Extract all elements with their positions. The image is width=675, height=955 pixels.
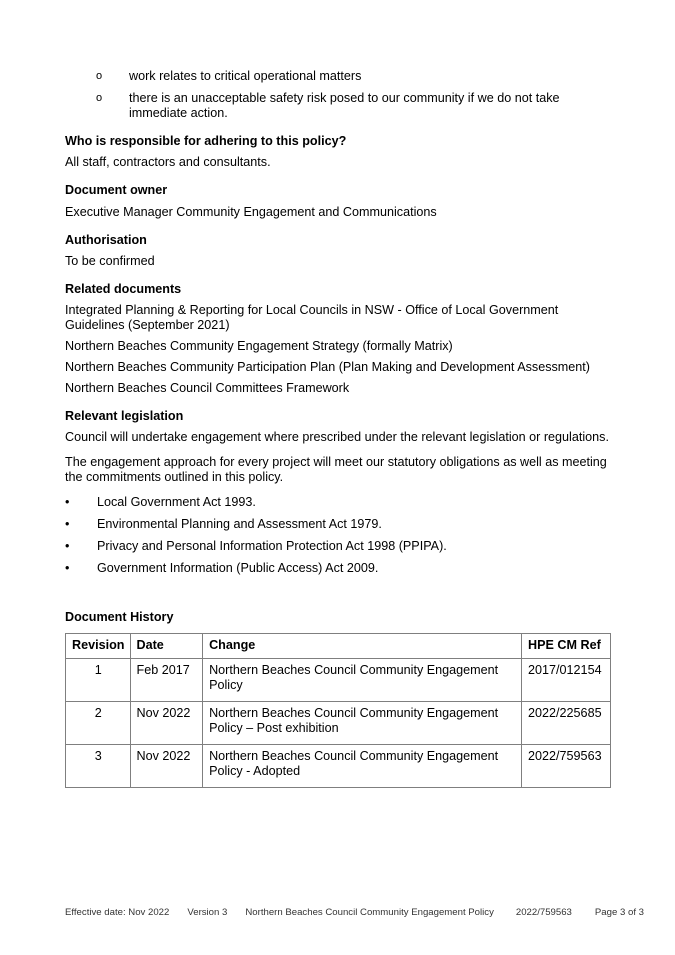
revision-cell: 1 [66, 659, 131, 702]
hollow-bullet-icon: o [96, 92, 103, 104]
sub-bullet-list [65, 69, 613, 128]
column-header-date: Date [130, 634, 203, 659]
legislation-bullet-item [65, 561, 613, 576]
page-footer [65, 903, 644, 921]
sub-bullet-item [65, 91, 613, 121]
legislation-bullet-item [65, 517, 613, 532]
legislation-paragraph: The engagement approach for every project will meet our statutory obligations as well as meeting the commitments outlined in this policy. [65, 455, 607, 484]
related-document-item: Integrated Planning & Reporting for Local Councils in NSW - Office of Local Government Guidelines (September 2021) [65, 303, 559, 332]
ref-cell: 2022/225685 [522, 702, 611, 745]
relevant-legislation-heading: Relevant legislation [65, 409, 184, 423]
sub-bullet-item [65, 69, 613, 84]
table-row [66, 702, 611, 745]
sub-bullet-text: there is an unacceptable safety risk posed to our community if we do not take immediate action. [129, 91, 560, 120]
footer-effective-date: Effective date: Nov 2022 [65, 906, 170, 918]
date-cell: Nov 2022 [130, 745, 203, 788]
document-history-heading: Document History [65, 610, 174, 624]
authorisation-body: To be confirmed [65, 254, 155, 268]
bullet-icon: • [65, 495, 70, 509]
revision-cell: 3 [66, 745, 131, 788]
change-cell: Northern Beaches Council Community Engagement Policy – Post exhibition [203, 702, 522, 745]
document-history-table [65, 633, 611, 788]
legislation-bullet-text: Local Government Act 1993. [97, 495, 256, 509]
column-header-change: Change [203, 634, 522, 659]
footer-version: Version 3 [187, 906, 228, 918]
change-cell: Northern Beaches Council Community Engagement Policy - Adopted [203, 745, 522, 788]
authorisation-heading: Authorisation [65, 233, 147, 247]
responsible-heading: Who is responsible for adhering to this policy? [65, 134, 347, 148]
sub-bullet-text: work relates to critical operational matters [129, 69, 362, 83]
legislation-bullet-item [65, 539, 613, 554]
legislation-paragraph: Council will undertake engagement where prescribed under the relevant legislation or regulations. [65, 430, 609, 444]
bullet-icon: • [65, 539, 70, 553]
table-row [66, 745, 611, 788]
related-documents-heading: Related documents [65, 282, 182, 296]
legislation-bullet-text: Government Information (Public Access) Act 2009. [97, 561, 379, 575]
ref-cell: 2017/012154 [522, 659, 611, 702]
column-header-revision: Revision [66, 634, 131, 659]
document-owner-heading: Document owner [65, 183, 168, 197]
document-owner-body: Executive Manager Community Engagement and Communications [65, 205, 437, 219]
related-document-item: Northern Beaches Council Committees Framework [65, 381, 350, 395]
ref-cell: 2022/759563 [522, 745, 611, 788]
column-header-ref: HPE CM Ref [522, 634, 611, 659]
related-document-item: Northern Beaches Community Engagement Strategy (formally Matrix) [65, 339, 453, 353]
related-document-item: Northern Beaches Community Participation Plan (Plan Making and Development Assessment) [65, 360, 590, 374]
date-cell: Nov 2022 [130, 702, 203, 745]
revision-cell: 2 [66, 702, 131, 745]
bullet-icon: • [65, 561, 70, 575]
table-row [66, 659, 611, 702]
footer-page-number: Page 3 of 3 [594, 906, 644, 918]
legislation-bullet-text: Environmental Planning and Assessment Act 1979. [97, 517, 382, 531]
footer-ref: 2022/759563 [515, 906, 572, 918]
bullet-icon: • [65, 517, 70, 531]
footer-title: Northern Beaches Council Community Engagement Policy [245, 906, 494, 918]
change-cell: Northern Beaches Council Community Engagement Policy [203, 659, 522, 702]
responsible-body: All staff, contractors and consultants. [65, 155, 271, 169]
date-cell: Feb 2017 [130, 659, 203, 702]
hollow-bullet-icon: o [96, 70, 103, 82]
legislation-bullet-item [65, 495, 613, 510]
legislation-bullet-text: Privacy and Personal Information Protection Act 1998 (PPIPA). [97, 539, 447, 553]
table-header-row [66, 634, 611, 659]
